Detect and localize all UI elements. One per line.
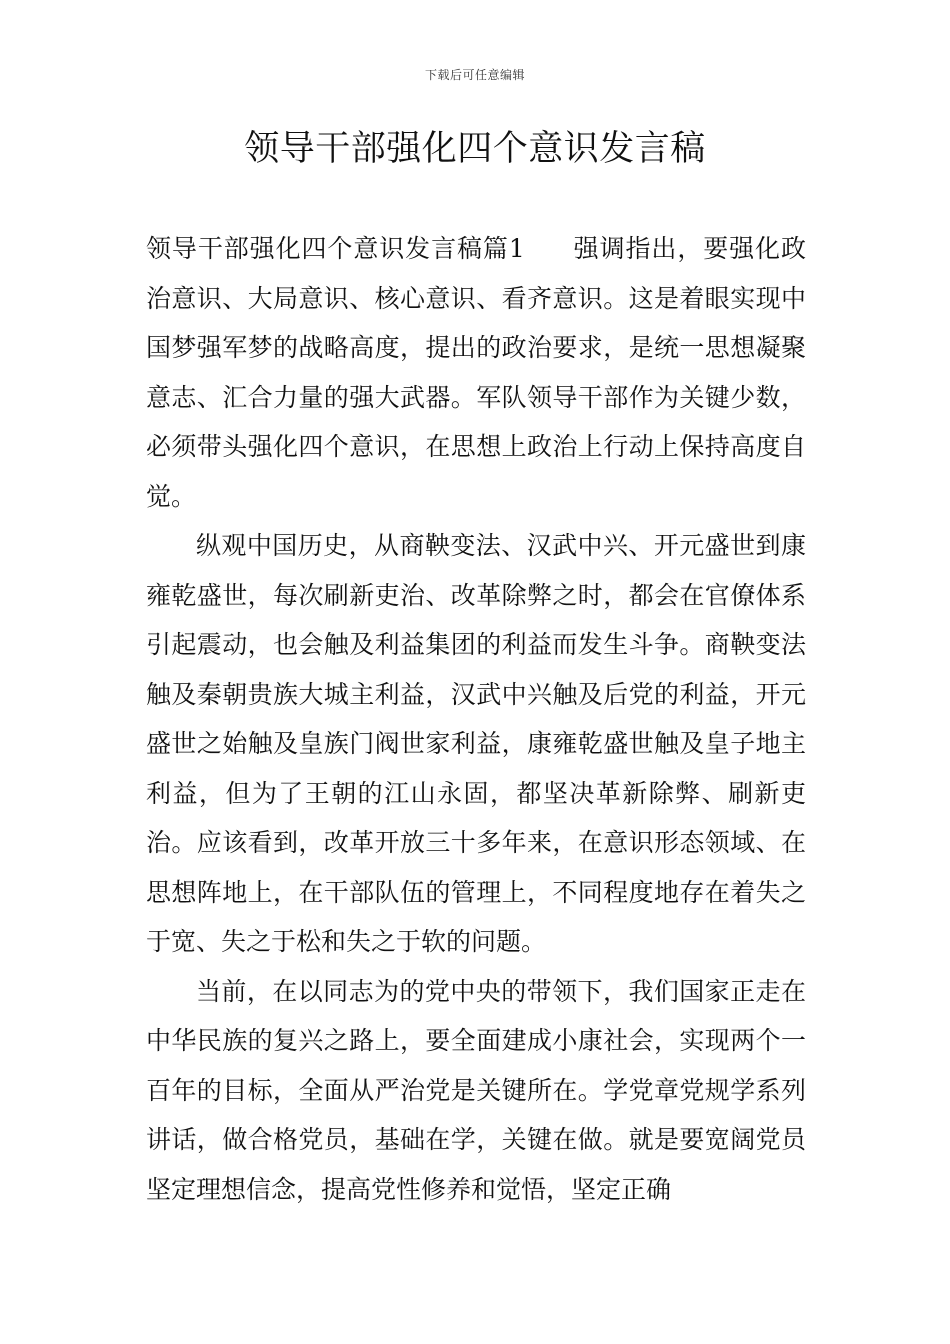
paragraph-1-text: 强调指出，要强化政治意识、大局意识、核心意识、看齐意识。这是着眼实现中国梦强军梦的战略高度，提出的政治要求，是统一思想凝聚意志、汇合力量的强大武器。军队领导干部作为关键少数，必须带头强化四个意识，在思想上政治上行动上保持高度自觉。 xyxy=(146,234,806,511)
paragraph-3: 当前，在以同志为的党中央的带领下，我们国家正走在中华民族的复兴之路上，要全面建成小康社会，实现两个一百年的目标，全面从严治党是关键所在。学党章党规学系列讲话，做合格党员，基础在学，关键在做。就是要宽阔党员坚定理想信念，提高党性修养和觉悟，坚定正确 xyxy=(146,976,806,1204)
header-note: 下载后可任意编辑 xyxy=(424,68,525,82)
paragraph-2: 纵观中国历史，从商鞅变法、汉武中兴、开元盛世到康雍乾盛世，每次刷新吏治、改革除弊之时，都会在官僚体系引起震动，也会触及利益集团的利益而发生斗争。商鞅变法触及秦朝贵族大城主利益，汉武中兴触及后党的利益，开元盛世之始触及皇族门阀世家利益，康雍乾盛世触及皇子地主利益，但为了王朝的江山永固，都坚决革新除弊、刷新吏治。应该看到，改革开放三十多年来，在意识形态领域、在思想阵地上，在干部队伍的管理上，不同程度地存在着失之于宽、失之于松和失之于软的问题。 xyxy=(146,531,806,956)
document-title: 领导干部强化四个意识发言稿 xyxy=(244,129,706,169)
paragraph-1-lead: 领导干部强化四个意识发言稿篇1 xyxy=(146,234,525,263)
document-body xyxy=(146,224,806,1214)
paragraph-1 xyxy=(146,224,806,521)
